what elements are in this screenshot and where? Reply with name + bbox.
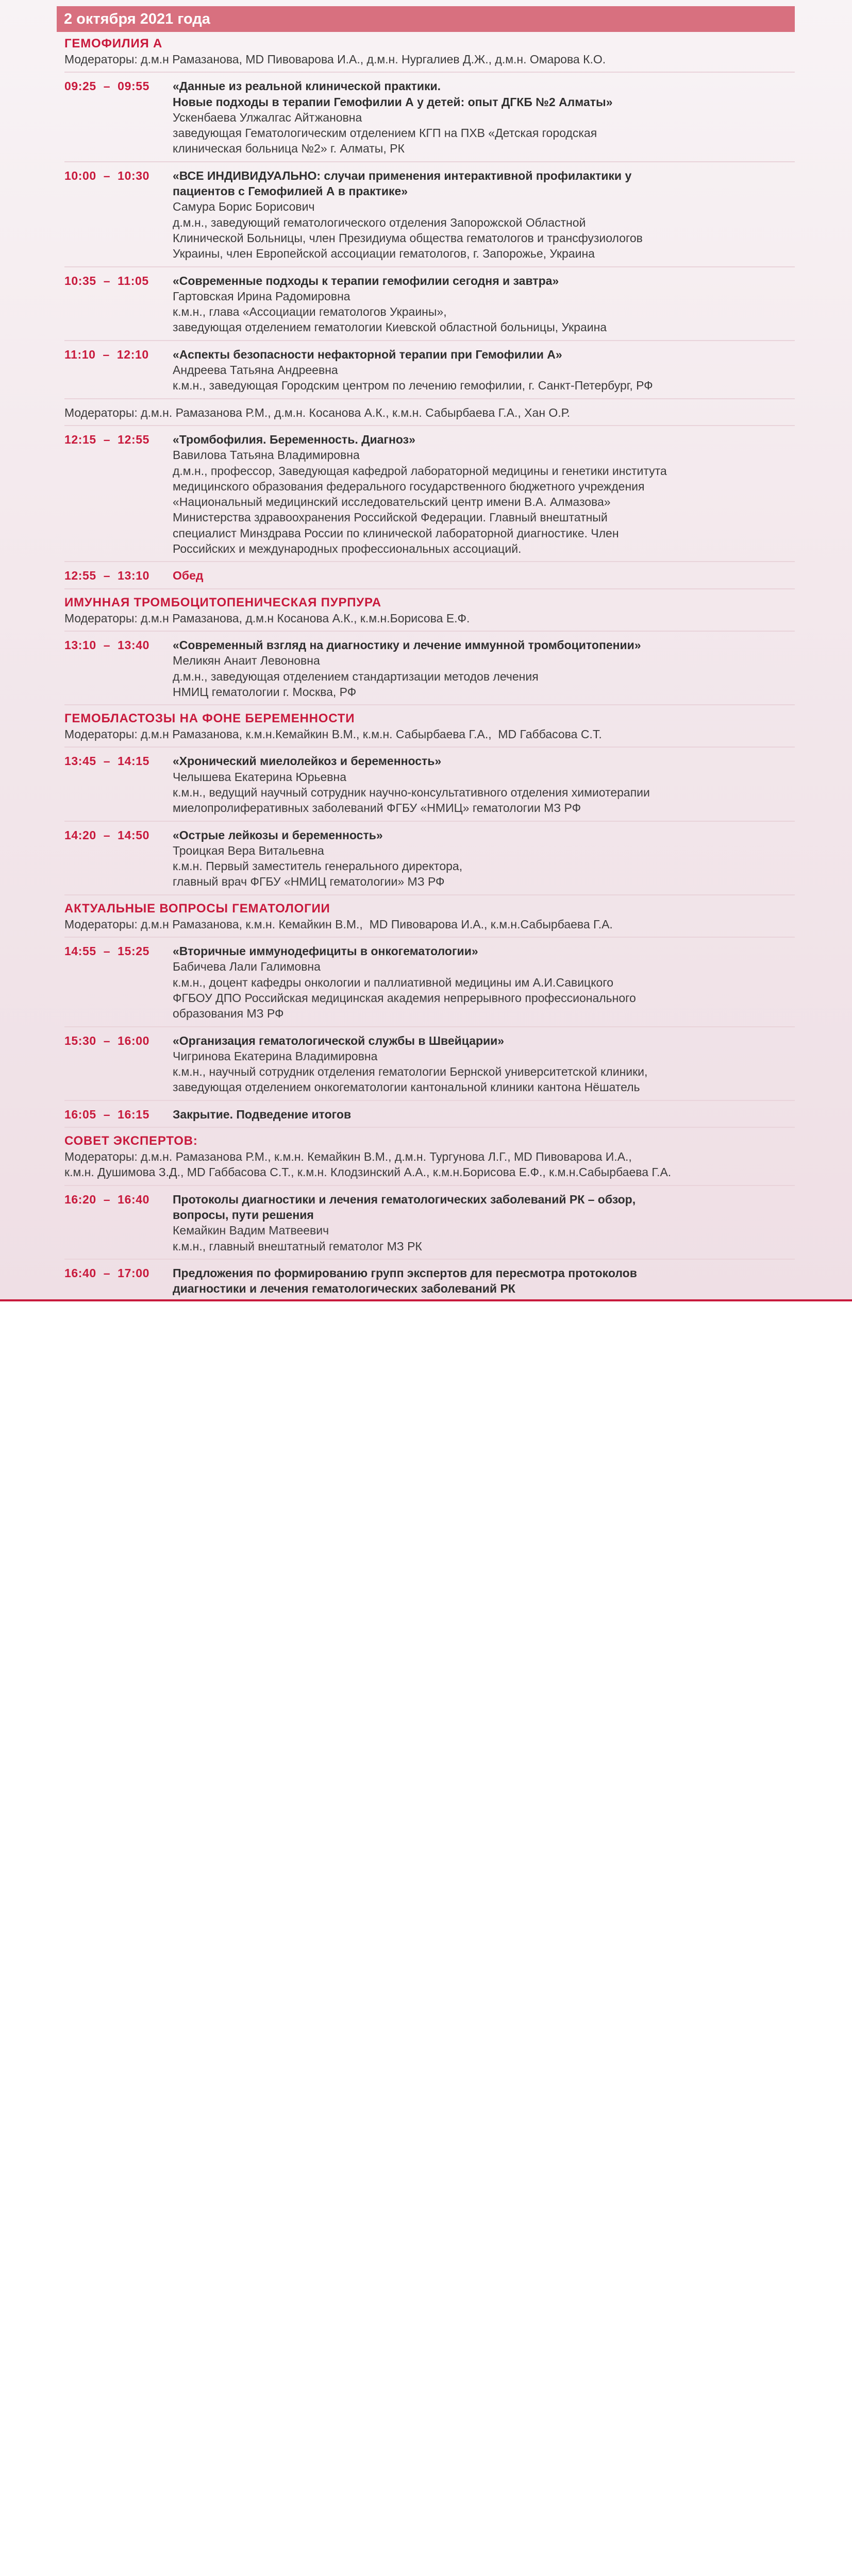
separator — [64, 1122, 795, 1128]
speaker-details: заведующая отделением онкогематологии кантональной клиники кантона Нёшатель — [173, 1080, 640, 1094]
speaker-details: медицинского образования федерального государственного бюджетного учреждения — [173, 479, 645, 493]
session-time: 09:25 – 09:55 — [64, 79, 150, 93]
speaker-details: д.м.н., заведующая отделением стандартизации методов лечения — [173, 669, 539, 683]
separator — [64, 556, 795, 562]
speaker-details: к.м.н., доцент кафедры онкологии и паллиативной медицины им А.И.Савицкого — [173, 975, 614, 989]
speaker-details: заведующая отделением гематологии Киевской областной больницы, Украина — [173, 320, 607, 334]
session-row — [64, 637, 795, 700]
speaker-details: к.м.н. Первый заместитель генерального директора, — [173, 859, 463, 873]
separator — [64, 816, 795, 822]
speaker-name: Вавилова Татьяна Владимировна — [173, 448, 360, 462]
talk-title: «Аспекты безопасности нефакторной терапии при Гемофилии А» — [173, 347, 562, 361]
talk-title: «Вторичные иммунодефициты в онкогематологии» — [173, 944, 478, 958]
talk-title: «Современные подходы к терапии гемофилии сегодня и завтра» — [173, 274, 559, 287]
moderators-line: Модераторы: д.м.н Рамазанова, д.м.н Косанова А.К., к.м.н.Борисова Е.Ф. — [64, 611, 470, 625]
talk-title: Закрытие. Подведение итогов — [173, 1107, 352, 1121]
section-title: ГЕМОБЛАСТОЗЫ НА ФОНЕ БЕРЕМЕННОСТИ — [64, 711, 355, 726]
session-time: 13:10 – 13:40 — [64, 638, 150, 652]
session-time: 10:00 – 10:30 — [64, 168, 150, 182]
speaker-details: Клинической Больницы, член Президиума общества гематологов и трансфузиологов — [173, 231, 643, 245]
speaker-details: образования МЗ РФ — [173, 1007, 284, 1021]
program-list — [64, 36, 795, 1339]
talk-title: «ВСЕ ИНДИВИДУАЛЬНО: случаи применения интерактивной профилактики у — [173, 168, 632, 182]
talk-title: Предложения по формированию групп экспертов для пересмотра протоколов — [173, 1266, 637, 1280]
speaker-details: к.м.н., заведующая Городским центром по лечению гемофилии, г. Санкт-Петербург, РФ — [173, 379, 653, 393]
session-time: 16:05 – 16:15 — [64, 1107, 150, 1121]
talk-title: Протоколы диагностики и лечения гематологических заболеваний РК – обзор, — [173, 1192, 636, 1206]
session-body — [173, 637, 795, 700]
talk-title: Новые подходы в терапии Гемофилии А у детей: опыт ДГКБ №2 Алматы» — [173, 95, 613, 109]
session-row — [64, 827, 795, 890]
break-label: Обед — [173, 569, 204, 583]
session-body — [173, 347, 795, 394]
separator — [64, 1254, 795, 1260]
talk-title: пациентов с Гемофилией А в практике» — [173, 184, 408, 198]
date-header: 2 октября 2021 года — [57, 6, 795, 32]
speaker-details: к.м.н., глава «Ассоциации гематологов Украины», — [173, 305, 447, 319]
section-title: СОВЕТ ЭКСПЕРТОВ: — [64, 1134, 198, 1148]
speaker-details: д.м.н., заведующий гематологического отделения Запорожской Областной — [173, 215, 586, 229]
speaker-details: специалист Минздрава России по клинической лабораторной диагностике. Член — [173, 526, 619, 540]
moderators-line: Модераторы: д.м.н Рамазанова, к.м.н.Кемайкин В.М., к.м.н. Сабырбаева Г.А., MD Габбасова С.Т. — [64, 727, 602, 741]
speaker-name: Самура Борис Борисович — [173, 200, 315, 214]
separator — [64, 420, 795, 426]
section-title: ГЕМОФИЛИЯ А — [64, 37, 163, 50]
section-title: АКТУАЛЬНЫЕ ВОПРОСЫ ГЕМАТОЛОГИИ — [64, 901, 330, 916]
session-body — [173, 78, 795, 156]
moderators-line: Модераторы: д.м.н Рамазанова, к.м.н. Кемайкин В.М., MD Пивоварова И.А., к.м.н.Сабырбаева Г.А. — [64, 917, 613, 931]
section-title: ИМУННАЯ ТРОМБОЦИТОПЕНИЧЕСКАЯ ПУРПУРА — [64, 595, 381, 609]
speaker-name: Троицкая Вера Витальевна — [173, 843, 324, 857]
talk-title: «Хронический миелолейкоз и беременность» — [173, 754, 442, 768]
separator — [64, 584, 795, 589]
speaker-name: Бабичева Лали Галимовна — [173, 960, 321, 974]
speaker-details: Российских и международных профессиональных ассоциаций. — [173, 542, 522, 556]
talk-title: вопросы, пути решения — [173, 1208, 314, 1222]
session-row — [64, 1107, 795, 1122]
session-row — [64, 943, 795, 1021]
speaker-name: Ускенбаева Улжалгас Айтжановна — [173, 110, 362, 124]
speaker-details: клиническая больница №2» г. Алматы, РК — [173, 142, 405, 156]
separator — [64, 1180, 795, 1186]
session-row — [64, 753, 795, 816]
speaker-details: ФГБОУ ДПО Российская медицинская академия непрерывного профессионального — [173, 991, 636, 1005]
session-body — [173, 1192, 795, 1254]
session-row — [64, 347, 795, 394]
session-time: 16:20 – 16:40 — [64, 1192, 150, 1206]
moderators-line: Модераторы: д.м.н Рамазанова, MD Пивоварова И.А., д.м.н. Нургалиев Д.Ж., д.м.н. Омарова К.О. — [64, 53, 606, 66]
session-row — [64, 168, 795, 262]
session-time: 15:30 – 16:00 — [64, 1033, 150, 1047]
separator — [64, 1095, 795, 1101]
session-row — [64, 1033, 795, 1095]
speaker-name: Чигринова Екатерина Владимировна — [173, 1049, 378, 1063]
speaker-details: к.м.н., главный внештатный гематолог МЗ РК — [173, 1239, 422, 1253]
separator — [64, 335, 795, 341]
session-body — [173, 827, 795, 890]
session-row — [64, 568, 795, 583]
speaker-name: Меликян Анаит Левоновна — [173, 654, 320, 668]
session-body — [173, 943, 795, 1021]
session-time: 13:45 – 14:15 — [64, 754, 150, 768]
session-body — [173, 1107, 795, 1122]
speaker-name: Челышева Екатерина Юрьевна — [173, 770, 346, 784]
session-row — [64, 432, 795, 556]
separator — [64, 742, 795, 748]
speaker-name: Гартовская Ирина Радомировна — [173, 289, 350, 303]
separator — [64, 262, 795, 267]
session-time: 14:55 – 15:25 — [64, 944, 150, 958]
speaker-name: Кемайкин Вадим Матвеевич — [173, 1224, 329, 1238]
session-time: 12:55 – 13:10 — [64, 569, 150, 583]
talk-title: «Тромбофилия. Беременность. Диагноз» — [173, 432, 415, 446]
speaker-name: Андреева Татьяна Андреевна — [173, 363, 338, 377]
separator — [64, 890, 795, 895]
sponsors-footer — [0, 1301, 852, 1359]
session-row — [64, 78, 795, 156]
speaker-details: главный врач ФГБУ «НМИЦ гематологии» МЗ РФ — [173, 875, 445, 889]
session-time: 12:15 – 12:55 — [64, 432, 150, 446]
talk-title: диагностики и лечения гематологических заболеваний РК — [173, 1282, 515, 1296]
session-body — [173, 168, 795, 262]
talk-title: «Современный взгляд на диагностику и лечение иммунной тромбоцитопении» — [173, 638, 641, 652]
session-time: 11:10 – 12:10 — [64, 347, 149, 361]
speaker-details: к.м.н., научный сотрудник отделения гематологии Бернской университетской клиники, — [173, 1065, 648, 1079]
talk-title: «Острые лейкозы и беременность» — [173, 828, 383, 842]
talk-title: «Организация гематологической службы в Швейцарии» — [173, 1033, 505, 1047]
speaker-details: к.м.н., ведущий научный сотрудник научно-консультативного отделения химиотерапии — [173, 785, 650, 799]
moderators-line: Модераторы: д.м.н. Рамазанова Р.М., д.м.н. Косанова А.К., к.м.н. Сабырбаева Г.А., Хан О.Р. — [64, 405, 571, 419]
separator — [64, 1022, 795, 1027]
separator — [64, 700, 795, 705]
moderators-line: Модераторы: д.м.н. Рамазанова Р.М., к.м.н. Кемайкин В.М., д.м.н. Тургунова Л.Г., MD Пивоварова И.А., — [64, 1150, 632, 1164]
session-body — [173, 273, 795, 335]
session-row — [64, 1192, 795, 1254]
speaker-details: заведующая Гематологическим отделением КГП на ПХВ «Детская городская — [173, 126, 597, 140]
session-time: 10:35 – 11:05 — [64, 274, 149, 287]
separator — [64, 626, 795, 632]
separator — [64, 157, 795, 162]
session-body — [173, 1033, 795, 1095]
speaker-details: Министерства здравоохранения Российской Федерации. Главный внештатный — [173, 511, 608, 524]
separator — [64, 932, 795, 938]
session-row — [64, 273, 795, 335]
speaker-details: миелопролиферативных заболеваний ФГБУ «НМИЦ» гематологии МЗ РФ — [173, 801, 581, 815]
session-body — [173, 753, 795, 816]
session-time: 16:40 – 17:00 — [64, 1266, 150, 1280]
speaker-details: НМИЦ гематологии г. Москва, РФ — [173, 685, 357, 699]
separator — [64, 394, 795, 399]
speaker-details: д.м.н., профессор, Заведующая кафедрой лабораторной медицины и генетики института — [173, 464, 667, 478]
session-body — [173, 568, 795, 583]
speaker-details: Украины, член Европейской ассоциации гематологов, г. Запорожье, Украина — [173, 247, 595, 261]
speaker-details: «Национальный медицинский исследовательский центр имени В.А. Алмазова» — [173, 495, 611, 509]
talk-title: «Данные из реальной клинической практики. — [173, 79, 441, 93]
session-time: 14:20 – 14:50 — [64, 828, 150, 842]
moderators-line: к.м.н. Душимова З.Д., MD Габбасова С.Т., к.м.н. Клодзинский А.А., к.м.н.Борисова Е.Ф., к.м.н.Сабырбаева Г.А. — [64, 1165, 672, 1179]
session-body — [173, 432, 795, 556]
separator — [64, 67, 795, 73]
